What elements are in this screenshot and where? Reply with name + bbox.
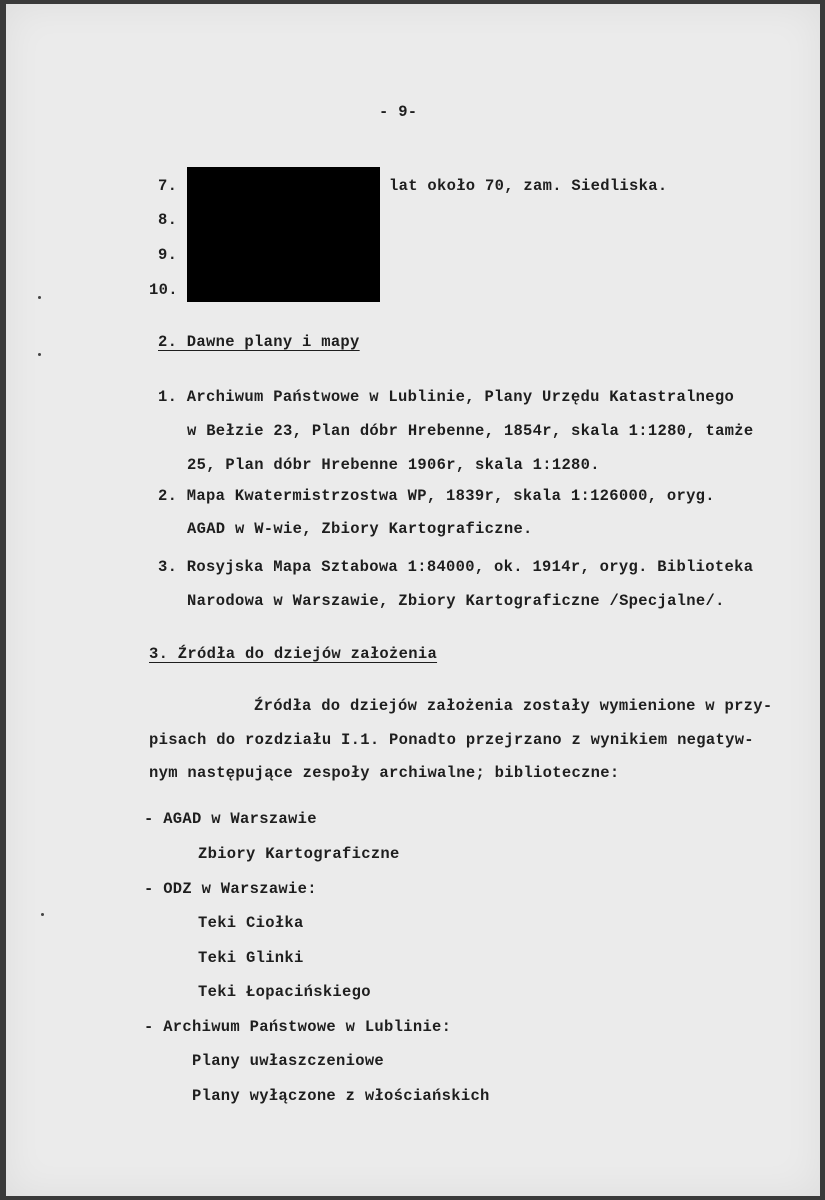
map-item-3-line-2: Narodowa w Warszawie, Zbiory Kartograficzne /Specjalne/. [187,592,725,610]
paragraph-line-3: nym następujące zespoły archiwalne; biblioteczne: [149,764,620,782]
document-page [6,4,820,1196]
archive-item-odz: - ODZ w Warszawie: [144,880,317,898]
list-item-7-text: lat około 70, zam. Siedliska. [389,177,668,195]
section-3-heading: 3. Źródła do dziejów założenia [149,645,438,663]
map-item-1-line-3: 25, Plan dóbr Hrebenne 1906r, skala 1:1280. [187,456,600,474]
archive-subitem: Teki Ciołka [198,914,304,932]
redaction-block [187,167,380,302]
list-number-10: 10. [149,281,178,299]
archive-item-lublin: - Archiwum Państwowe w Lublinie: [144,1018,452,1036]
map-item-2-line-1: 2. Mapa Kwatermistrzostwa WP, 1839r, skala 1:126000, oryg. [158,487,715,505]
list-number-8: 8. [158,211,178,229]
archive-subitem: Zbiory Kartograficzne [198,845,400,863]
list-number-7: 7. [158,177,178,195]
section-2-heading: 2. Dawne plany i mapy [158,333,360,351]
archive-subitem: Teki Łopacińskiego [198,983,371,1001]
map-item-3-line-1: 3. Rosyjska Mapa Sztabowa 1:84000, ok. 1914r, oryg. Biblioteka [158,558,754,576]
paper-speck [38,296,41,299]
paragraph-line-1: Źródła do dziejów założenia zostały wymienione w przy- [254,697,773,715]
map-item-1-line-2: w Bełzie 23, Plan dóbr Hrebenne, 1854r, skala 1:1280, tamże [187,422,754,440]
list-number-9: 9. [158,246,178,264]
paper-speck [38,353,41,356]
map-item-1-line-1: 1. Archiwum Państwowe w Lublinie, Plany Urzędu Katastralnego [158,388,735,406]
page-number: - 9- [379,103,418,121]
map-item-2-line-2: AGAD w W-wie, Zbiory Kartograficzne. [187,520,533,538]
archive-subitem: Plany uwłaszczeniowe [192,1052,385,1070]
paper-speck [41,913,44,916]
archive-subitem: Teki Glinki [198,949,304,967]
archive-item-agad: - AGAD w Warszawie [144,810,317,828]
archive-subitem: Plany wyłączone z włościańskich [192,1087,490,1105]
paragraph-line-2: pisach do rozdziału I.1. Ponadto przejrzano z wynikiem negatyw- [149,731,754,749]
